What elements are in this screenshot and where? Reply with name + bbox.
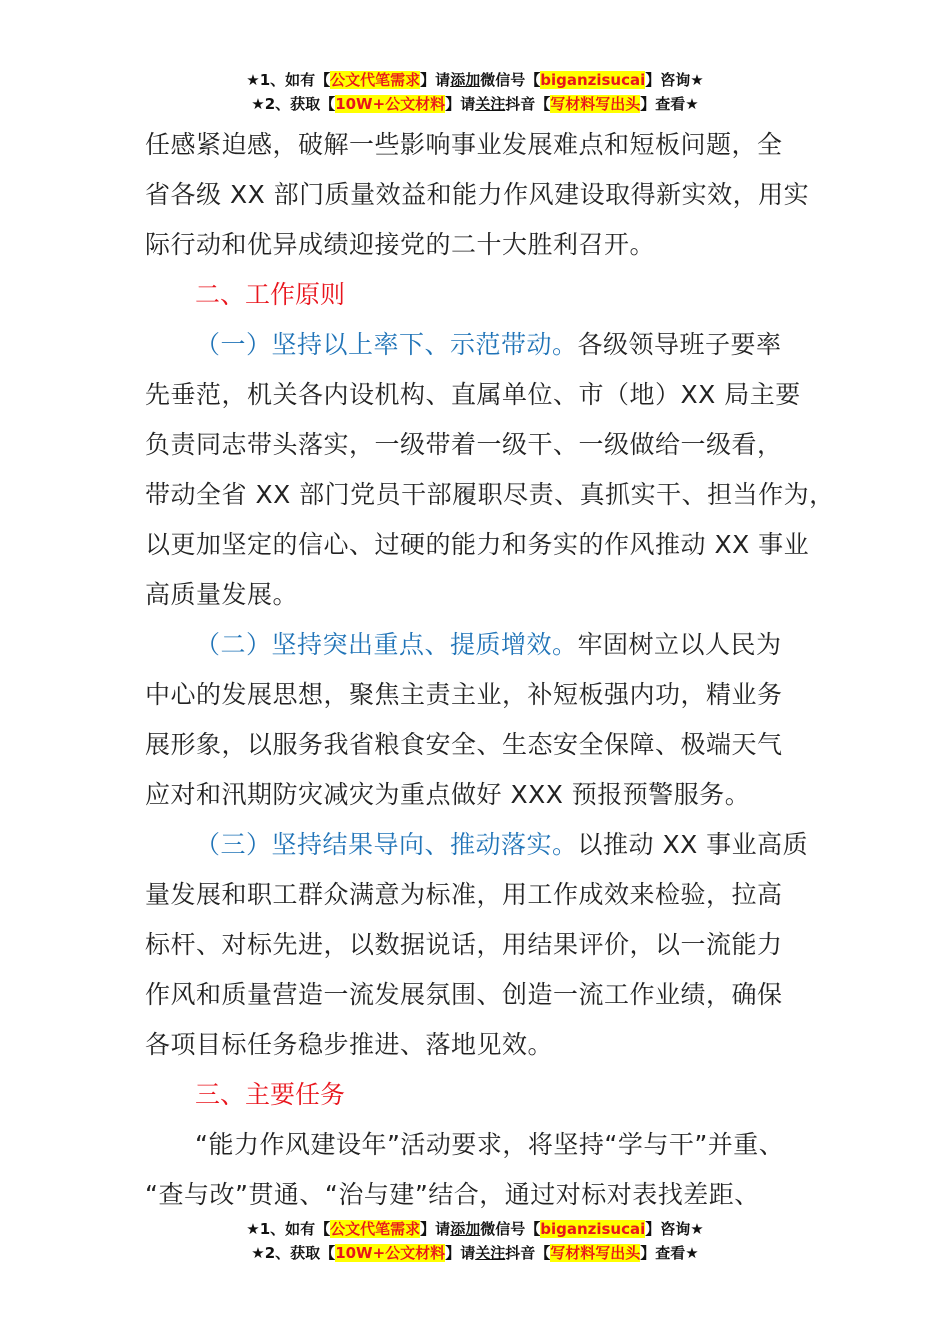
section-heading-principles: 二、工作原则 <box>195 280 346 309</box>
paragraph-principle-1: （一）坚持以上率下、示范带动。各级领导班子要率 先垂范，机关各内设机构、直属单位、市（地）XX 局主要 负责同志带头落实，一级带着一级干、一级做给一级看， 带动全省 XX 部门党员干部履职尽责、真抓实干、担当作为， 以更加坚定的信心、过硬的能力和务实的作风推动 XX 事业 高质量发展。 <box>145 330 835 609</box>
footer-line-2: ★2、获取【10W+公文材料】请关注抖音【写材料写出头】查看★ <box>251 1244 699 1262</box>
footer-highlight-service: 公文代笔需求 <box>330 1220 421 1238</box>
header-banner <box>0 68 950 116</box>
section-heading-tasks: 三、主要任务 <box>195 1080 346 1109</box>
principle-3-title: （三）坚持结果导向、推动落实。 <box>195 830 578 859</box>
paragraph-tasks: “能力作风建设年”活动要求，将坚持“学与干”并重、 “查与改”贯通、“治与建”结合，通过对标对表找差距、 <box>145 1130 785 1209</box>
document-body <box>145 120 835 1220</box>
principle-1-title: （一）坚持以上率下、示范带动。 <box>195 330 578 359</box>
footer-highlight-materials: 10W+公文材料 <box>335 1244 446 1262</box>
banner-line-1: ★1、如有【公文代笔需求】请添加微信号【biganzisucai】咨询★ <box>246 71 704 89</box>
footer-banner <box>0 1217 950 1265</box>
highlight-service: 公文代笔需求 <box>330 71 421 89</box>
highlight-wechat-id: biganzisucai <box>540 71 646 89</box>
paragraph-principle-2: （二）坚持突出重点、提质增效。牢固树立以人民为 中心的发展思想，聚焦主责主业，补短板强内功，精业务 展形象，以服务我省粮食安全、生态安全保障、极端天气 应对和汛期防灾减灾为重点做好 XXX 预报预警服务。 <box>145 630 783 809</box>
footer-line-1: ★1、如有【公文代笔需求】请添加微信号【biganzisucai】咨询★ <box>246 1220 704 1238</box>
paragraph-principle-3: （三）坚持结果导向、推动落实。以推动 XX 事业高质 量发展和职工群众满意为标准，用工作成效来检验，拉高 标杆、对标先进，以数据说话，用结果评价，以一流能力 作风和质量营造一流发展氛围、创造一流工作业绩，确保 各项目标任务稳步推进、落地见效。 <box>145 830 809 1059</box>
highlight-douyin: 写材料写出头 <box>550 95 641 113</box>
paragraph-intro: 任感紧迫感，破解一些影响事业发展难点和短板问题，全 省各级 XX 部门质量效益和能力作风建设取得新实效，用实 际行动和优异成绩迎接党的二十大胜利召开。 <box>145 130 810 259</box>
footer-highlight-douyin: 写材料写出头 <box>550 1244 641 1262</box>
highlight-materials: 10W+公文材料 <box>335 95 446 113</box>
banner-line-2: ★2、获取【10W+公文材料】请关注抖音【写材料写出头】查看★ <box>251 95 699 113</box>
principle-2-title: （二）坚持突出重点、提质增效。 <box>195 630 578 659</box>
footer-highlight-wechat-id: biganzisucai <box>540 1220 646 1238</box>
